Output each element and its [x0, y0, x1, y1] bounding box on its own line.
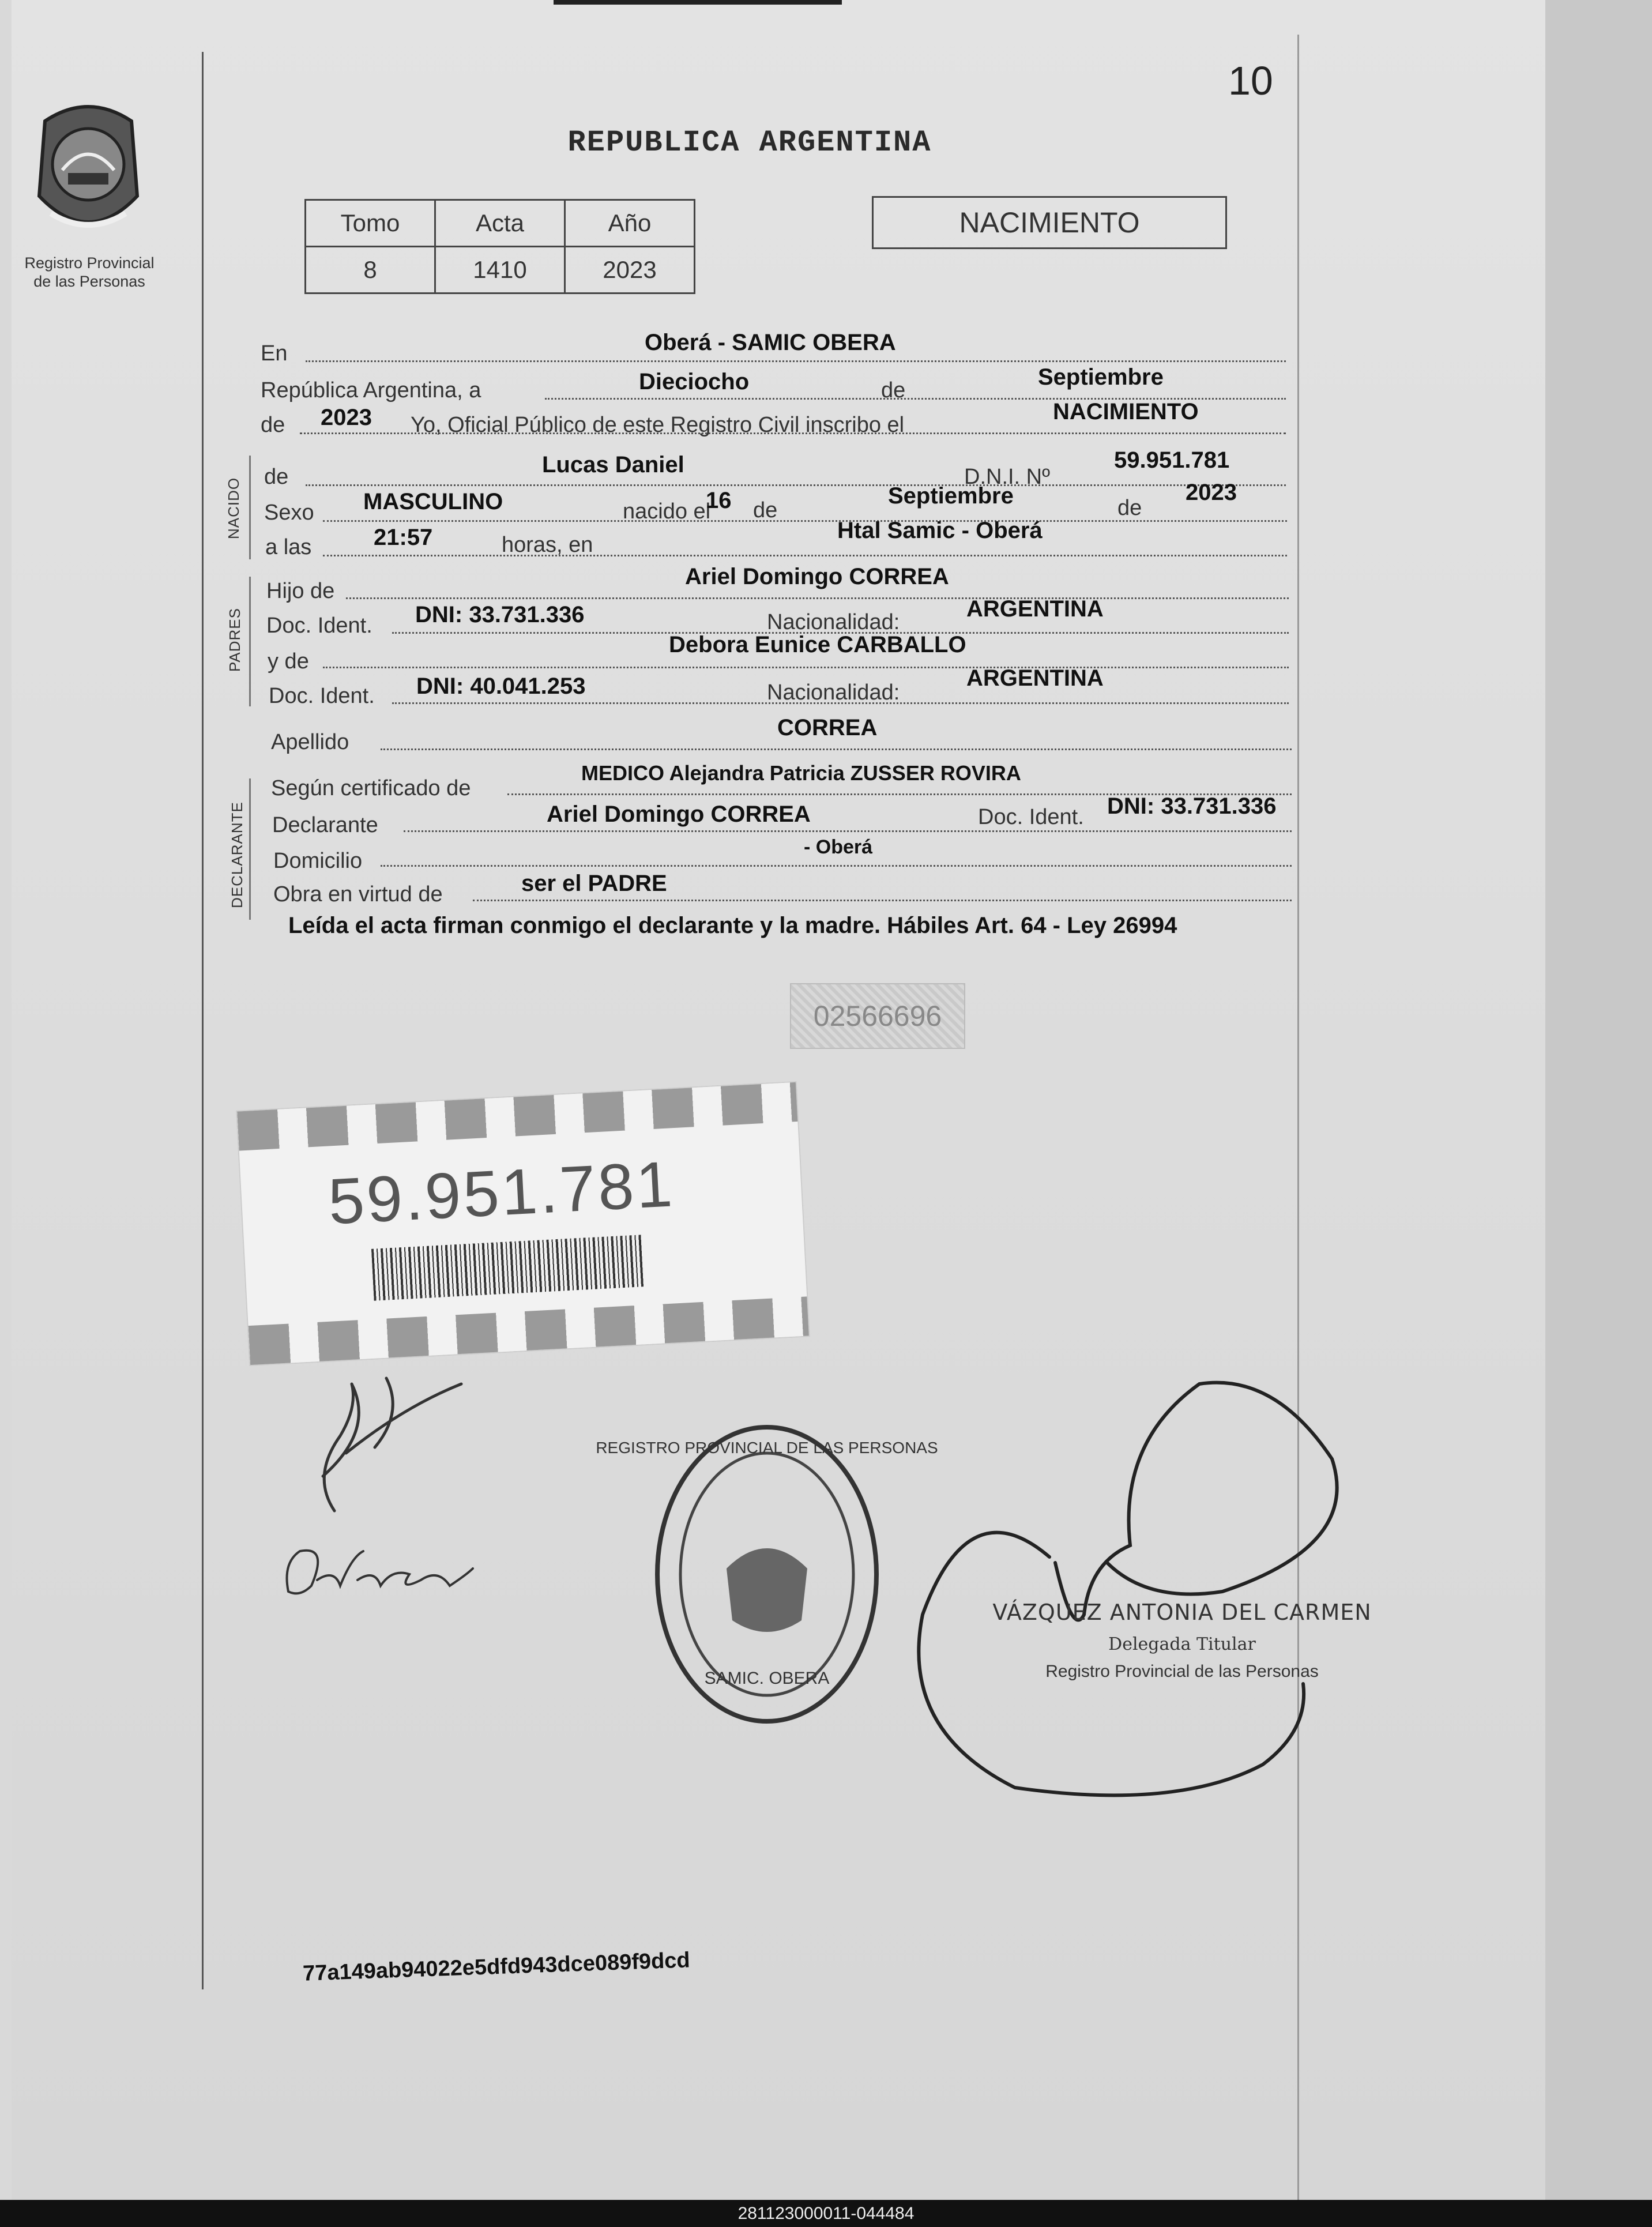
- side-label-nacido: NACIDO: [225, 477, 242, 539]
- registrar-signature: [900, 1372, 1361, 1805]
- footer-bar: [0, 2200, 1652, 2227]
- serial-number: 02566696: [790, 983, 965, 1049]
- label-de-name: de: [264, 465, 289, 489]
- provincial-logo: [22, 98, 155, 248]
- dotted-line: [323, 520, 1287, 522]
- value-anio-nac: 2023: [1186, 480, 1237, 505]
- section-divider: [249, 456, 251, 559]
- label-oficial: Yo, Oficial Público de este Registro Civil inscribo el: [411, 413, 905, 437]
- value-domicilio: - Oberá: [804, 836, 873, 858]
- label-dni: D.N.I. Nº: [964, 465, 1050, 489]
- label-y-de: y de: [268, 649, 309, 674]
- label-nacido-el: nacido el: [623, 499, 711, 524]
- label-apellido: Apellido: [271, 730, 349, 754]
- dotted-line: [306, 360, 1286, 362]
- dotted-line: [404, 830, 1292, 832]
- table-header: Tomo: [306, 200, 435, 247]
- scan-edge: [554, 0, 842, 5]
- page-number: 10: [1228, 58, 1273, 103]
- value-sexo: MASCULINO: [363, 489, 503, 514]
- dotted-line: [323, 667, 1289, 668]
- label-nacionalidad-padre: Nacionalidad:: [767, 610, 900, 634]
- act-type-box: NACIMIENTO: [872, 196, 1227, 249]
- signatory-name: VÁZQUEZ ANTONIA DEL CARMEN: [992, 1600, 1372, 1625]
- value-madre: Debora Eunice CARBALLO: [669, 632, 966, 657]
- value-padre-doc: DNI: 33.731.336: [415, 602, 585, 627]
- document-hash: 77a149ab94022e5dfd943dce089f9dcd: [302, 1948, 691, 1986]
- value-dia-letras: Dieciocho: [639, 369, 750, 394]
- label-a-las: a las: [265, 535, 312, 559]
- dotted-line: [473, 900, 1292, 901]
- sticker-barcode: [371, 1235, 645, 1300]
- label-republica: República Argentina, a: [261, 378, 481, 402]
- id-sticker: [236, 1081, 810, 1366]
- registry-table: [304, 199, 695, 294]
- label-domicilio: Domicilio: [273, 849, 363, 873]
- section-divider: [249, 778, 251, 920]
- logo-caption: Registro Provincial de las Personas: [24, 254, 155, 290]
- seal-outer-text: REGISTRO PROVINCIAL DE LAS PERSONAS: [596, 1439, 938, 1457]
- table-header: Acta: [435, 200, 565, 247]
- dotted-line: [300, 432, 1286, 434]
- dotted-line: [323, 555, 1287, 556]
- official-seal: [596, 1413, 938, 1736]
- label-sexo: Sexo: [264, 501, 314, 525]
- closing-statement: Leída el acta firman conmigo el declarante y la madre. Hábiles Art. 64 - Ley 26994: [288, 913, 1177, 938]
- side-label-padres: PADRES: [226, 608, 243, 672]
- form-border-left: [202, 52, 204, 1989]
- footer-code: 281123000011-044484: [737, 2204, 915, 2223]
- label-doc-ident-declarante: Doc. Ident.: [978, 805, 1084, 829]
- value-madre-nac: ARGENTINA: [966, 665, 1104, 691]
- label-declarante: Declarante: [272, 813, 378, 837]
- sticker-number: 59.951.781: [326, 1148, 676, 1238]
- dotted-line: [306, 484, 1286, 486]
- value-mes-inscripcion: Septiembre: [1038, 364, 1164, 390]
- value-anio-inscripcion: 2023: [321, 405, 372, 430]
- section-divider: [249, 577, 251, 706]
- label-nacionalidad-madre: Nacionalidad:: [767, 680, 900, 705]
- value-padre: Ariel Domingo CORREA: [685, 564, 949, 589]
- label-doc-ident-padre: Doc. Ident.: [266, 614, 372, 638]
- value-apellido: CORREA: [777, 715, 878, 740]
- table-cell: 2023: [565, 247, 695, 294]
- value-hora: 21:57: [374, 525, 433, 550]
- side-label-declarante: DECLARANTE: [228, 802, 246, 908]
- value-madre-doc: DNI: 40.041.253: [416, 674, 586, 699]
- form-border-right: [1297, 35, 1299, 2203]
- label-de-year: de: [261, 413, 285, 437]
- label-de-a: de: [753, 498, 778, 522]
- label-hijo-de: Hijo de: [266, 579, 335, 603]
- value-lugar: Oberá - SAMIC OBERA: [645, 330, 896, 355]
- table-cell: 8: [306, 247, 435, 294]
- label-doc-ident-madre: Doc. Ident.: [269, 684, 375, 708]
- value-declarante: Ariel Domingo CORREA: [547, 802, 811, 827]
- label-de: de: [881, 378, 906, 402]
- value-dni: 59.951.781: [1114, 447, 1230, 473]
- scan-margin: [1545, 0, 1652, 2200]
- value-dia-nac: 16: [706, 488, 732, 513]
- signatory-role: Delegada Titular: [1108, 1634, 1256, 1654]
- declarant-signature: [288, 1361, 473, 1534]
- dotted-line: [381, 748, 1292, 750]
- value-obra: ser el PADRE: [521, 871, 667, 896]
- dotted-line: [381, 865, 1292, 867]
- label-obra: Obra en virtud de: [273, 882, 443, 906]
- value-padre-nac: ARGENTINA: [966, 596, 1104, 622]
- value-declarante-doc: DNI: 33.731.336: [1107, 793, 1277, 819]
- table-header: Año: [565, 200, 695, 247]
- label-segun: Según certificado de: [271, 776, 471, 800]
- table-cell: 1410: [435, 247, 565, 294]
- label-en: En: [261, 341, 288, 366]
- document-title: REPUBLICA ARGENTINA: [567, 126, 932, 160]
- value-tipo: NACIMIENTO: [1053, 399, 1199, 424]
- value-mes-nac: Septiembre: [888, 483, 1014, 509]
- value-lugar-nac: Htal Samic - Oberá: [837, 518, 1043, 543]
- signatory-office: Registro Provincial de las Personas: [1045, 1662, 1319, 1681]
- value-certificado: MEDICO Alejandra Patricia ZUSSER ROVIRA: [581, 761, 1021, 785]
- dotted-line: [346, 597, 1289, 599]
- mother-signature: [277, 1534, 484, 1609]
- label-horas-en: horas, en: [502, 533, 593, 557]
- label-de-b: de: [1117, 496, 1142, 520]
- value-nombre: Lucas Daniel: [542, 452, 684, 477]
- seal-inner-text: SAMIC. OBERA: [704, 1669, 830, 1688]
